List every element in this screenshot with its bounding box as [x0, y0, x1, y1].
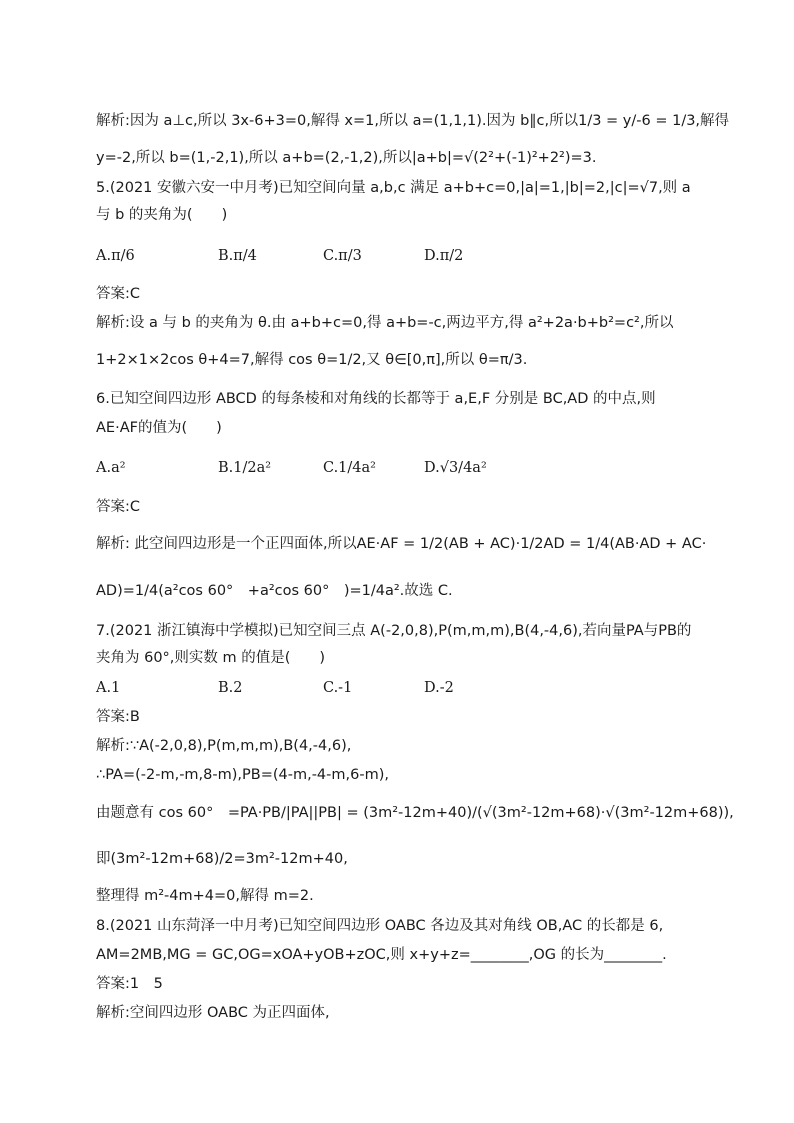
- q5-solution-line-1: 解析:设 a 与 b 的夹角为 θ.由 a+b+c=0,得 a+b=-c,两边平方,得 a²+2a·b+b²=c²,所以: [96, 315, 674, 331]
- q5-option-b: B.π/4: [218, 248, 257, 264]
- q7-option-c: C.-1: [323, 680, 353, 696]
- question-5-stem: 5.(2021 安徽六安一中月考)已知空间向量 a,b,c 满足 a+b+c=0,|a|=1,|b|=2,|c|=√7,则 a: [96, 180, 691, 196]
- q7-solution-line-4: 即(3m²-12m+68)/2=3m²-12m+40,: [96, 851, 348, 867]
- question-5-stem-cont: 与 b 的夹角为( ): [96, 207, 228, 223]
- q5-option-c: C.π/3: [323, 248, 362, 264]
- question-6-stem: 6.已知空间四边形 ABCD 的每条棱和对角线的长都等于 a,E,F 分别是 BC,AD 的中点,则: [96, 391, 656, 407]
- q8-solution-line-1: 解析:空间四边形 OABC 为正四面体,: [96, 1005, 330, 1021]
- q5-option-d: D.π/2: [424, 248, 464, 264]
- solution-q4-line-2: y=-2,所以 b=(1,-2,1),所以 a+b=(2,-1,2),所以|a+b|=√(2²+(-1)²+2²)=3.: [96, 150, 597, 166]
- q6-solution-line-2: AD)=1/4(a²cos 60° +a²cos 60° )=1/4a².故选 C.: [96, 583, 453, 599]
- q6-option-a: A.a²: [96, 460, 126, 476]
- q8-answer: 答案:1 5: [96, 976, 163, 992]
- q7-option-b: B.2: [218, 680, 243, 696]
- q5-answer: 答案:C: [96, 286, 141, 302]
- question-8-stem: 8.(2021 山东菏泽一中月考)已知空间四边形 OABC 各边及其对角线 OB,AC 的长都是 6,: [96, 918, 664, 934]
- question-6-stem-cont: AE·AF的值为( ): [96, 420, 222, 436]
- q7-solution-line-3: 由题意有 cos 60° =PA·PB/|PA||PB| = (3m²-12m+40)/(√(3m²-12m+68)·√(3m²-12m+68)),: [96, 805, 734, 821]
- question-7-stem-cont: 夹角为 60°,则实数 m 的值是( ): [96, 650, 326, 666]
- q7-solution-line-2: ∴PA=(-2-m,-m,8-m),PB=(4-m,-4-m,6-m),: [96, 767, 389, 783]
- question-8-stem-cont: AM=2MB,MG = GC,OG=xOA+yOB+zOC,则 x+y+z=________,OG 的长为________.: [96, 947, 667, 963]
- q5-solution-line-2: 1+2×1×2cos θ+4=7,解得 cos θ=1/2,又 θ∈[0,π],所以 θ=π/3.: [96, 352, 528, 368]
- q7-option-d: D.-2: [424, 680, 454, 696]
- q6-answer: 答案:C: [96, 499, 141, 515]
- q7-answer: 答案:B: [96, 709, 140, 725]
- q7-option-a: A.1: [96, 680, 121, 696]
- q6-option-d: D.√3/4a²: [424, 460, 487, 476]
- solution-q4-line-1: 解析:因为 a⊥c,所以 3x-6+3=0,解得 x=1,所以 a=(1,1,1).因为 b∥c,所以1/3 = y/-6 = 1/3,解得: [96, 113, 730, 129]
- q6-option-c: C.1/4a²: [323, 460, 376, 476]
- q6-solution-line-1: 解析: 此空间四边形是一个正四面体,所以AE·AF = 1/2(AB + AC)·1/2AD = 1/4(AB·AD + AC·: [96, 536, 707, 552]
- q7-solution-line-5: 整理得 m²-4m+4=0,解得 m=2.: [96, 888, 314, 904]
- q7-solution-line-1: 解析:∵A(-2,0,8),P(m,m,m),B(4,-4,6),: [96, 738, 352, 754]
- q6-option-b: B.1/2a²: [218, 460, 272, 476]
- q5-option-a: A.π/6: [96, 248, 135, 264]
- question-7-stem: 7.(2021 浙江镇海中学模拟)已知空间三点 A(-2,0,8),P(m,m,m),B(4,-4,6),若向量PA与PB的: [96, 623, 692, 639]
